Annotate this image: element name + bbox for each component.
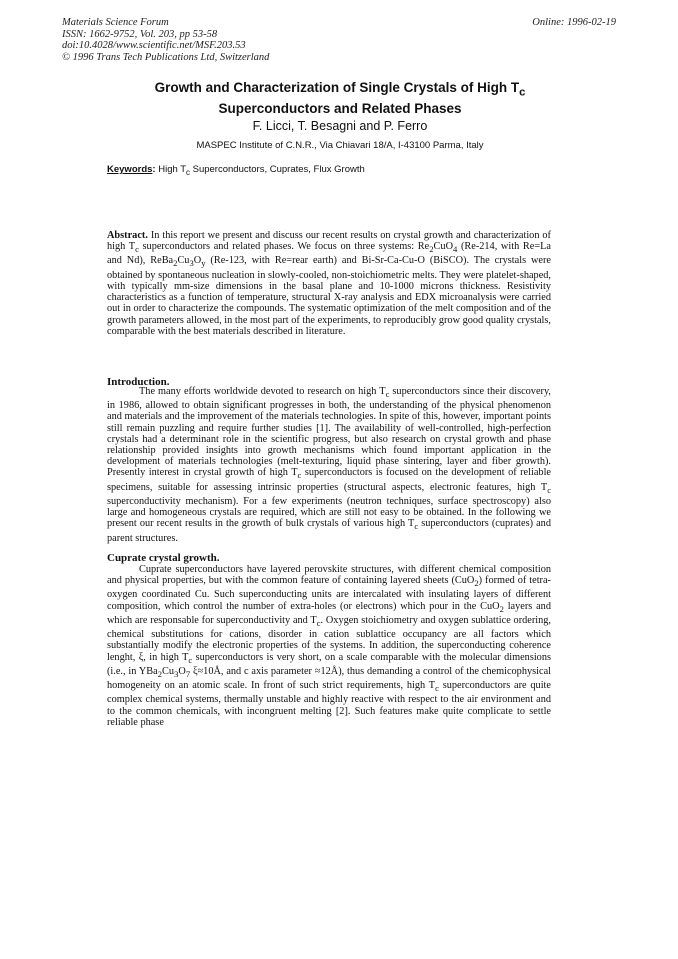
doi-line: doi:10.4028/www.scientific.net/MSF.203.53 [62,40,246,51]
affiliation: MASPEC Institute of C.N.R., Via Chiavari 18/A, I-43100 Parma, Italy [196,140,484,151]
title-subscript: c [519,86,526,99]
introduction-body: The many efforts worldwide devoted to research on high $T_c$ superconductors since their discovery, in 1986, allowed to obtain significant progresses in both, the understanding of the physical phenomenon and materials and the improvement of the materials technologies. In spite of this, however, important points still remain puzzling and require further studies [1]. The availability of well-controlled, high-perfection crystals had a determinant role in the scientific progress, but also research on crystal growth and phase relationship provided insights into growth mechanisms which found important application in the development of materials technologies (melt-texturing, liquid phase sintering, layer and fiber growth). Presently interest in crystal growth of high $T_c$ superconductors is focused on the development of reliable specimens, suitable for assessing intrinsic properties (structural aspects, electronic features, high $T_c$ superconductivity mechanism). For a few experiments (neutron techniques, surface spectroscopy) also large and homogeneous crystals are required, which are still not easy to be obtained. In the following we present our recent results in the growth of bulk crystals of various high $T_c$ superconductors (cuprates) and parent structures. [107,386,552,544]
abstract: Abstract. In this report we present and discuss our recent results on crystal growth and characterization of high $T_c$ superconductors and related phases. We focus on three systems: $Re_2CuO_4$ (Re-214, with Re=La and Nd), $ReBa_2Cu_3O_y$ (Re-123, with Re=rear earth) and Bi-Sr-Ca-Cu-O (BiSCO). The crystals were obtained by spontaneous nucleation in slowly-cooled, non-stoichiometric melts. They were platelet-shaped, with typically mm-size dimensions in the basal plane and 10-1000 microns thickness. Resistivity characteristics as a function of temperature, structural X-ray analysis and EDX microanalysis were carried out in order to characterize the compounds. The systematic optimization of the melt composition and of the growth parameters allowed, in the most part of the experiments, to reproducibly grow good quality crystals, comparable with the best materials described in literature. [107,230,552,337]
keywords-subscript: c [186,167,190,177]
title-line2: Superconductors and Related Phases [218,100,462,116]
keywords-text-end: Superconductors, Cuprates, Flux Growth [189,164,365,175]
authors: F. Licci, T. Besagni and P. Ferro [252,119,428,133]
issn-line: ISSN: 1662-9752, Vol. 203, pp 53-58 [62,28,218,40]
keywords: Keywords: High $T_c$ Superconductors, Cuprates, Flux Growth [107,164,365,177]
abstract-label: Abstract. [107,230,148,241]
keywords-text: High T [158,164,187,175]
journal-header [62,17,269,63]
abstract-text: In this report we present and discuss our recent results on crystal growth and characterization of high T [107,230,551,253]
introduction-heading: Introduction. [107,376,170,388]
journal-name: Materials Science Forum [62,17,169,28]
copyright-line: © 1996 Trans Tech Publications Ltd, Switzerland [62,51,270,63]
title-line1: Growth and Characterization of Single Crystals of High T [154,80,520,95]
keywords-label: Keywords [107,164,153,175]
cuprate-body: Cuprate superconductors have layered perovskite structures, with different chemical composition and physical properties, but with the common feature of containing layered sheets (CuO$_2$) formed of tetra-oxygen coordinated Cu. Such superconducting units are intercalated with insulating layers of different composition, which control the number of extra-holes (or electrons) which pour in the CuO$_2$ layers and which are responsable for superconductivity and $T_c$. Oxygen stoichiometry and oxygen sublattice ordering, chemical substitutions for cations, disorder in cation sublattice occupancy are all factors which substantially modify the electronic properties of the systems. In addition, the superconducting coherence lenght, ξ, in high $T_c$ superconductors is very short, on a scale comparable with the molecular dimensions (i.e., in $YBa_2Cu_3O_7$ ξ≈10Å, and c axis parameter ≈12Å), thus demanding a control of the chemicophysical homogeneity on an atomic scale. In front of such strict requirements, high $T_c$ superconductors are quite complex chemical systems, thermally unstable and highly reactive with respect to the air environment and to the common chemicals, with incongruent melting [2]. Such features make quite complicate to settle reliable phase [107,564,552,728]
cuprate-heading: Cuprate crystal growth. [107,552,220,564]
online-date: Online: 1996-02-19 [532,17,616,28]
paper-title [100,80,580,117]
